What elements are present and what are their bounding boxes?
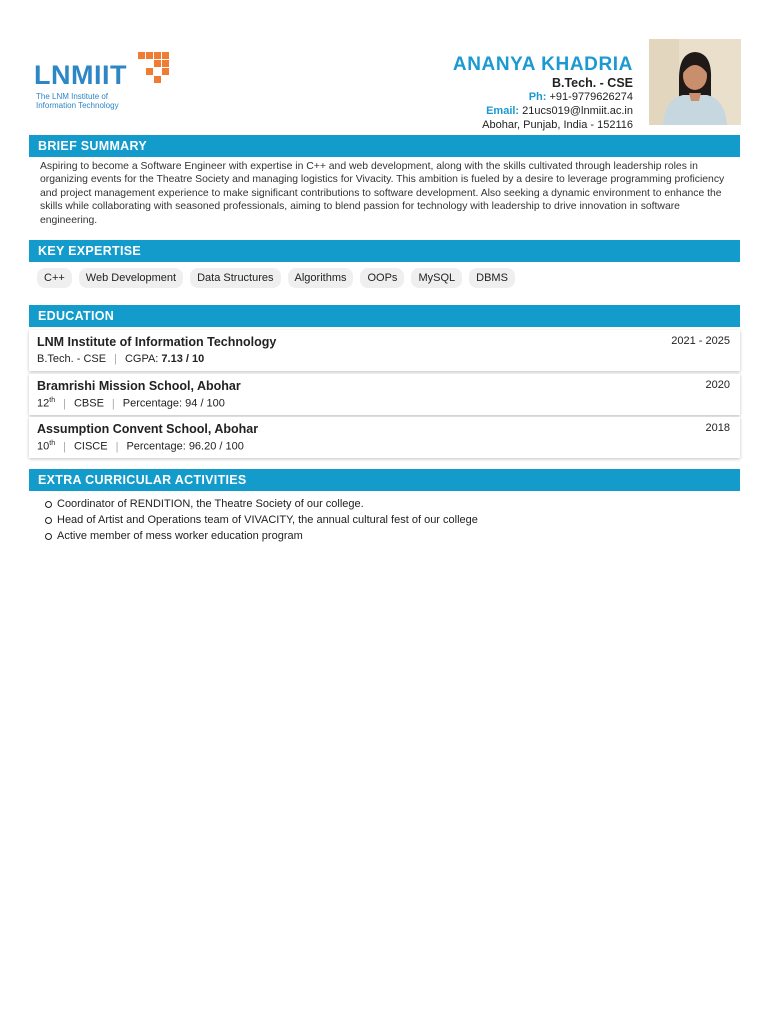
skill-chip: MySQL [411, 268, 462, 288]
contact-block [453, 54, 633, 132]
degree-name: B.Tech. - CSE [37, 353, 107, 365]
score-value: 96.20 / 100 [188, 440, 244, 453]
address-line: Abohar, Punjab, India - 152116 [482, 119, 633, 131]
education-years: 2018 [705, 422, 730, 434]
skill-chip: C++ [37, 268, 72, 288]
board-name: CBSE [73, 397, 104, 410]
summary-heading: BRIEF SUMMARY [29, 135, 740, 157]
class-level: 12 [37, 397, 50, 410]
score-label: Percentage: [126, 440, 189, 453]
activities-heading: EXTRA CURRICULAR ACTIVITIES [29, 469, 740, 491]
phone-number[interactable]: +91-9779626274 [549, 91, 633, 103]
email-label: Email: [486, 105, 520, 117]
candidate-name: ANANYA KHADRIA [452, 54, 633, 75]
score-value: 94 / 100 [185, 397, 225, 410]
score-label: Percentage: [122, 397, 186, 410]
logo-grid-icon [138, 52, 170, 80]
summary-text: Aspiring to become a Software Engineer with expertise in C++ and web development, along with the skills cultivated through leadership roles in organizing events for the Theatre Society and managing logistics for Vivacity. This ambition is fueled by a desire to leverage programming proficiency and project management experience to make significant contributions to software development. Also seeking a dynamic environment to enhance the skills while collaborating with seasoned professionals, aiming to blend passion for technology with leadership to drive innovation in software engineering. [40, 161, 725, 226]
class-level-suffix: th [49, 397, 56, 404]
skill-chip: OOPs [360, 268, 404, 288]
skill-chip: DBMS [469, 268, 515, 288]
email-line [453, 104, 633, 118]
institution-name: Bramrishi Mission School, Abohar [37, 379, 241, 393]
education-entry-class12 [29, 374, 740, 415]
phone-label: Ph: [528, 91, 547, 103]
list-item: Active member of mess worker education program [43, 528, 478, 544]
skill-chip: Web Development [79, 268, 183, 288]
education-years: 2021 - 2025 [671, 335, 730, 347]
institution-name: LNM Institute of Information Technology [37, 335, 277, 349]
skills-list [37, 268, 515, 288]
board-name: CISCE [73, 440, 108, 453]
phone-line [453, 90, 633, 104]
skill-chip: Data Structures [190, 268, 280, 288]
logo-text: LNMIIT [34, 60, 127, 90]
profile-photo [649, 39, 741, 125]
education-detail [37, 353, 204, 365]
separator: | [63, 397, 66, 410]
separator: | [111, 397, 115, 410]
separator: | [114, 353, 117, 365]
activities-list [43, 496, 478, 544]
institute-logo [34, 52, 174, 112]
cgpa-label: CGPA: [124, 353, 162, 365]
institution-name: Assumption Convent School, Abohar [37, 422, 259, 436]
skill-chip: Algorithms [288, 268, 354, 288]
education-detail [37, 440, 244, 453]
logo-subtitle: The LNM Institute of Information Technology [36, 92, 119, 110]
expertise-heading: KEY EXPERTISE [29, 240, 740, 262]
list-item: Head of Artist and Operations team of VIVACITY, the annual cultural fest of our college [43, 512, 478, 528]
education-heading: EDUCATION [29, 305, 740, 327]
list-item: Coordinator of RENDITION, the Theatre Society of our college. [43, 496, 478, 512]
class-level-suffix: th [49, 440, 56, 447]
separator: | [115, 440, 119, 453]
education-entry-college [29, 330, 740, 371]
education-detail [37, 397, 225, 410]
separator: | [63, 440, 66, 453]
candidate-degree: B.Tech. - CSE [551, 76, 633, 90]
cgpa-value: 7.13 / 10 [161, 353, 205, 365]
education-entry-class10 [29, 417, 740, 458]
education-years: 2020 [705, 379, 730, 391]
email-address[interactable]: 21ucs019@lnmiit.ac.in [522, 105, 633, 117]
class-level: 10 [37, 440, 50, 453]
